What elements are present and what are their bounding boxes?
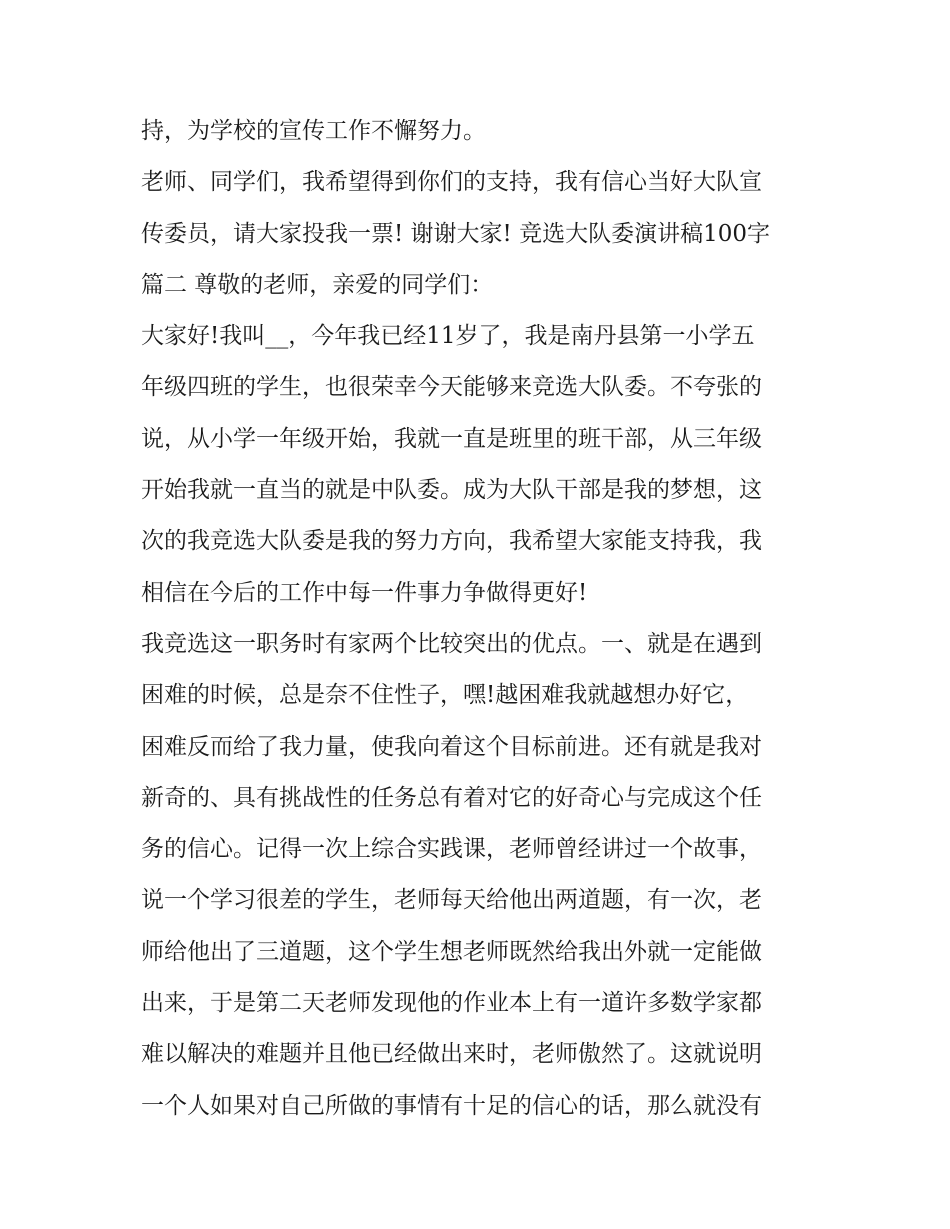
text-line: 传委员，请大家投我一票! 谢谢大家! 竞选大队委演讲稿100字 bbox=[141, 220, 771, 247]
text-line: 老师、同学们，我希望得到你们的支持，我有信心当好大队宣 bbox=[141, 169, 762, 196]
text-line: 务的信心。记得一次上综合实践课，老师曾经讲过一个故事， bbox=[141, 836, 762, 863]
text-line: 难以解决的难题并且他已经做出来时，老师傲然了。这就说明 bbox=[141, 1041, 762, 1068]
text-line: 相信在今后的工作中每一件事力争做得更好! bbox=[141, 579, 588, 606]
text-line: 篇二 尊敬的老师，亲爱的同学们： bbox=[141, 271, 494, 298]
text-line: 开始我就一直当的就是中队委。成为大队干部是我的梦想，这 bbox=[141, 477, 762, 504]
text-line: 说，从小学一年级开始，我就一直是班里的班干部，从三年级 bbox=[141, 425, 762, 452]
text-line: 我竞选这一职务时有家两个比较突出的优点。一、就是在遇到 bbox=[141, 630, 762, 657]
text-line: 说一个学习很差的学生，老师每天给他出两道题，有一次，老 bbox=[141, 887, 762, 914]
text-line: 新奇的、具有挑战性的任务总有着对它的好奇心与完成这个任 bbox=[141, 784, 762, 811]
text-line: 大家好!我叫__，今年我已经11岁了，我是南丹县第一小学五 bbox=[141, 323, 755, 350]
text-line: 持，为学校的宣传工作不懈努力。 bbox=[141, 118, 486, 144]
text-line: 一个人如果对自己所做的事情有十足的信心的话，那么就没有 bbox=[141, 1092, 762, 1119]
body-text bbox=[141, 106, 821, 1132]
text-line: 次的我竞选大队委是我的努力方向，我希望大家能支持我，我 bbox=[141, 528, 762, 555]
text-line: 困难反而给了我力量，使我向着这个目标前进。还有就是我对 bbox=[141, 733, 762, 760]
text-line: 困难的时候，总是奈不住性子，嘿!越困难我就越想办好它， bbox=[141, 682, 749, 709]
text-line: 师给他出了三道题，这个学生想老师既然给我出外就一定能做 bbox=[141, 938, 762, 965]
text-line: 年级四班的学生，也很荣幸今天能够来竞选大队委。不夸张的 bbox=[141, 374, 762, 401]
text-line: 出来，于是第二天老师发现他的作业本上有一道许多数学家都 bbox=[141, 990, 762, 1017]
